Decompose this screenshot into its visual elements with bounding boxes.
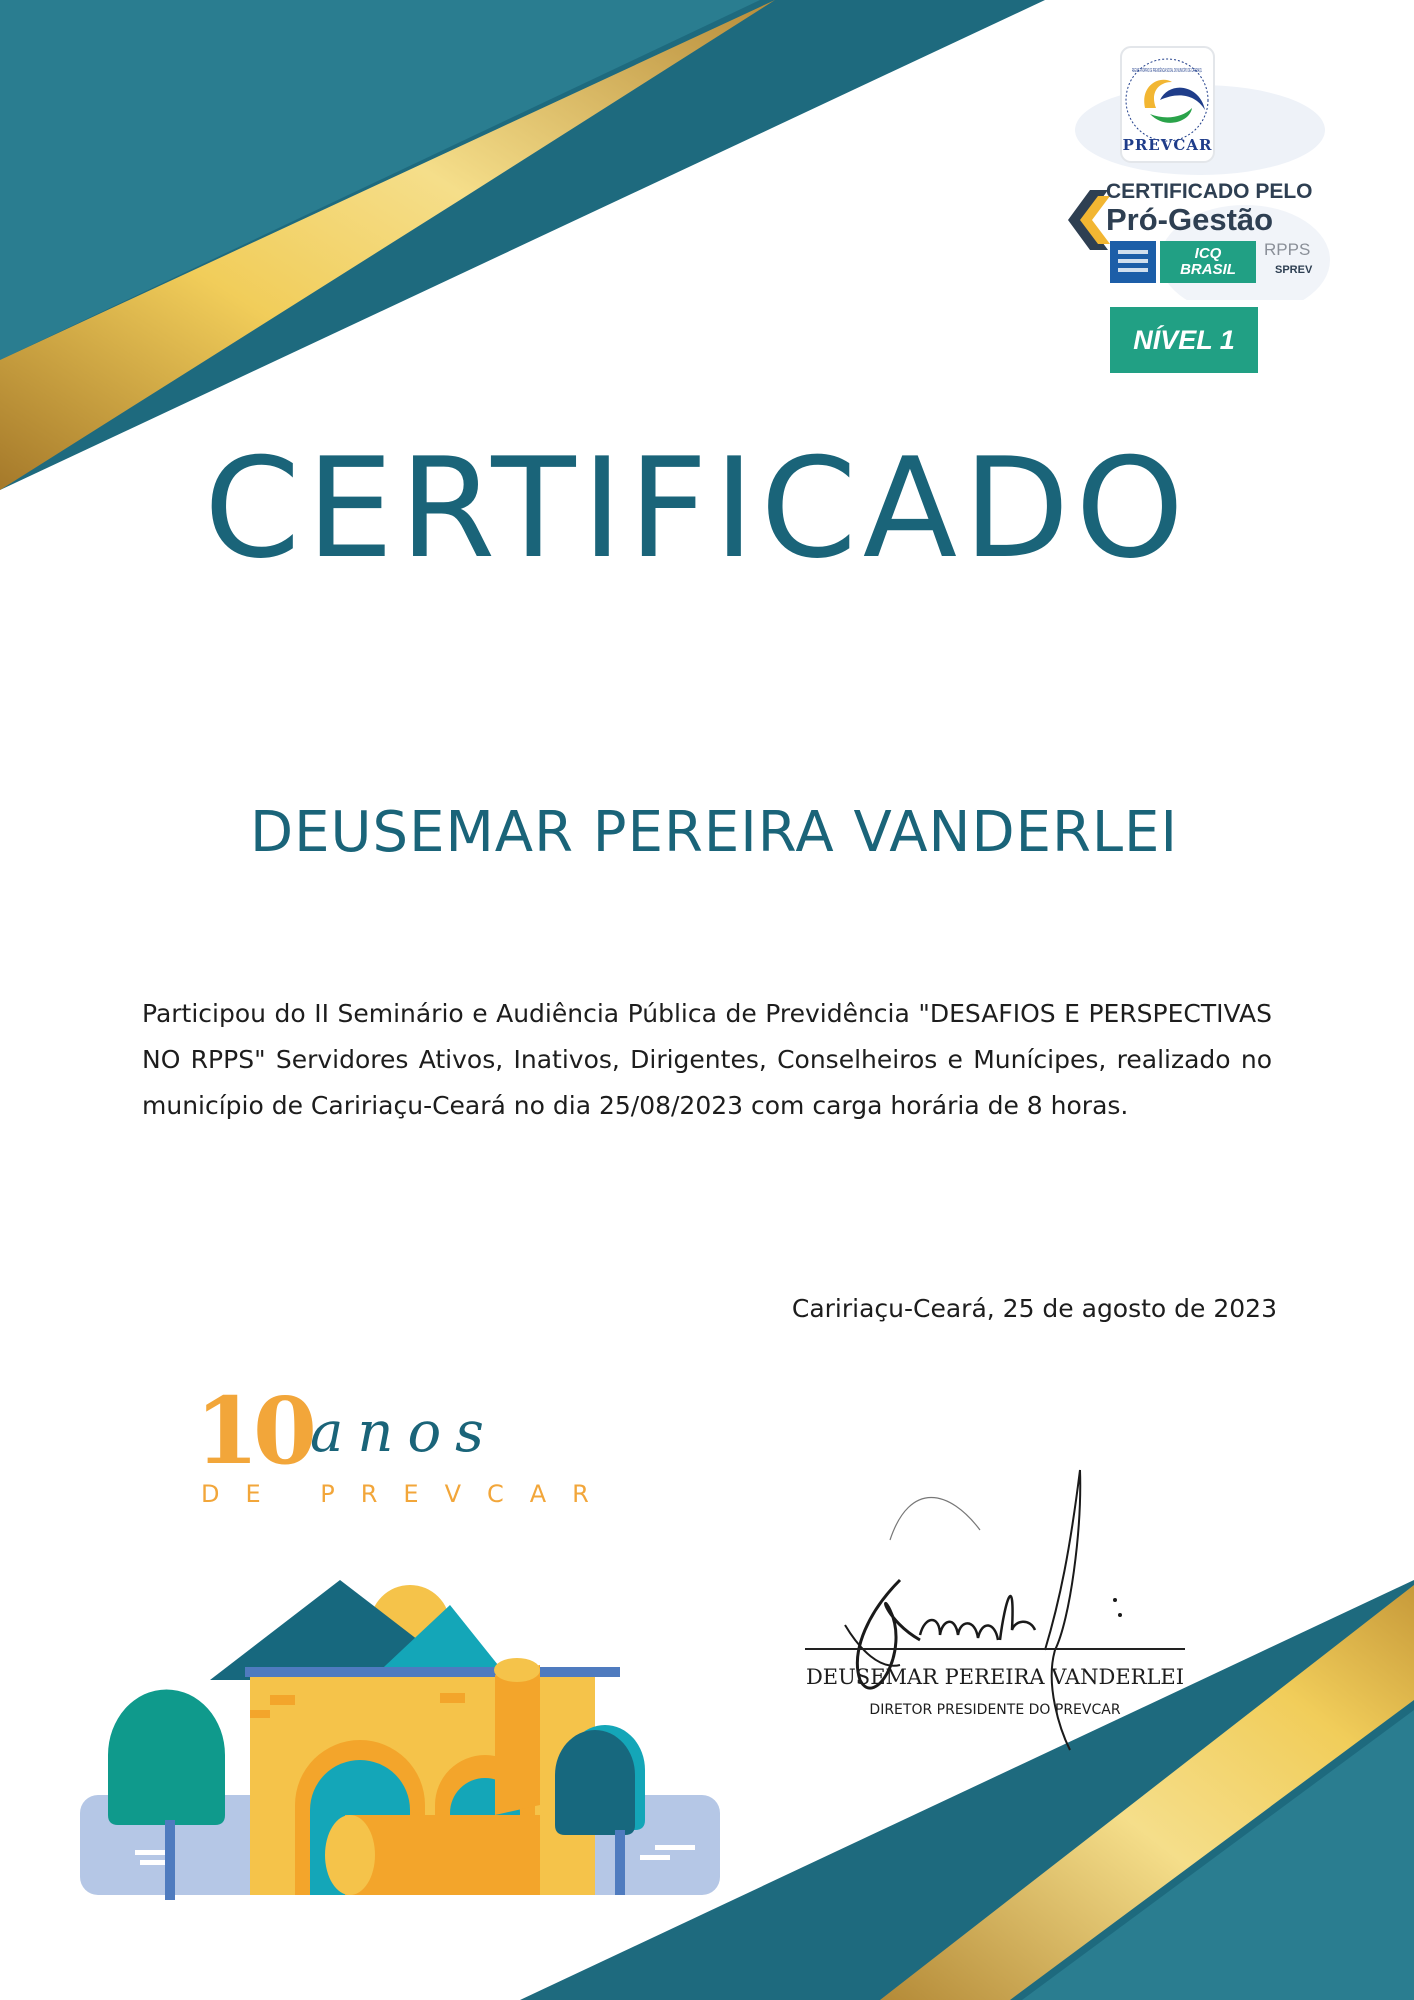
tree-left: [108, 1689, 225, 1825]
pillar: [495, 1665, 540, 1815]
sprev-label: SPREV: [1275, 264, 1313, 276]
ten-years-logo: [195, 1377, 615, 1515]
certificate-title: CERTIFICADO: [203, 428, 1191, 589]
nivel-badge: NÍVEL 1: [1110, 307, 1258, 373]
de-prevcar-subtitle: DE PREVCAR: [201, 1480, 615, 1508]
place-date: Caririaçu-Ceará, 25 de agosto de 2023: [791, 1294, 1277, 1323]
rpps-label: RPPS: [1264, 240, 1311, 259]
certificate-body: Participou do II Seminário e Audiência Pública de Previdência "DESAFIOS E PERSPECTIVAS NO RPPS" Servidores Ativos, Inativos, Dirigentes, Conselheiros e Munícipes, realizado no município de Caririaçu-Ceará no dia 25/08/2023 com carga horária de 8 horas.: [142, 999, 1272, 1120]
certified-by-label: CERTIFICADO PELO: [1106, 180, 1313, 203]
icq-label: ICQ: [1194, 245, 1222, 262]
prevcar-logo-cluster: [1040, 30, 1330, 380]
ten-number: 10: [195, 1377, 312, 1485]
signer-name: DEUSEMAR PEREIRA VANDERLEI: [805, 1665, 1185, 1689]
pro-gestao-label: Pró-Gestão: [1106, 202, 1274, 237]
tree-right: [555, 1730, 635, 1835]
signature-line: [805, 1648, 1185, 1650]
anos-word: anos: [310, 1400, 498, 1465]
seal-ring-text: REGIME PRÓPRIO DE PREVIDÊNCIA SOCIAL DO MUNICÍPIO DE CARIRIAÇU: [1132, 68, 1313, 74]
signer-role: DIRETOR PRESIDENTE DO PREVCAR: [869, 1702, 1121, 1718]
aqueduct-illustration: [80, 1555, 720, 1900]
recipient-name: DEUSEMAR PEREIRA VANDERLEI: [250, 800, 1178, 865]
bridge-top: [245, 1667, 620, 1677]
brasil-label: BRASIL: [1180, 261, 1236, 278]
icq-brasil-badge: [1160, 241, 1256, 283]
prevcar-seal-label: PREVCAR: [1122, 136, 1213, 154]
